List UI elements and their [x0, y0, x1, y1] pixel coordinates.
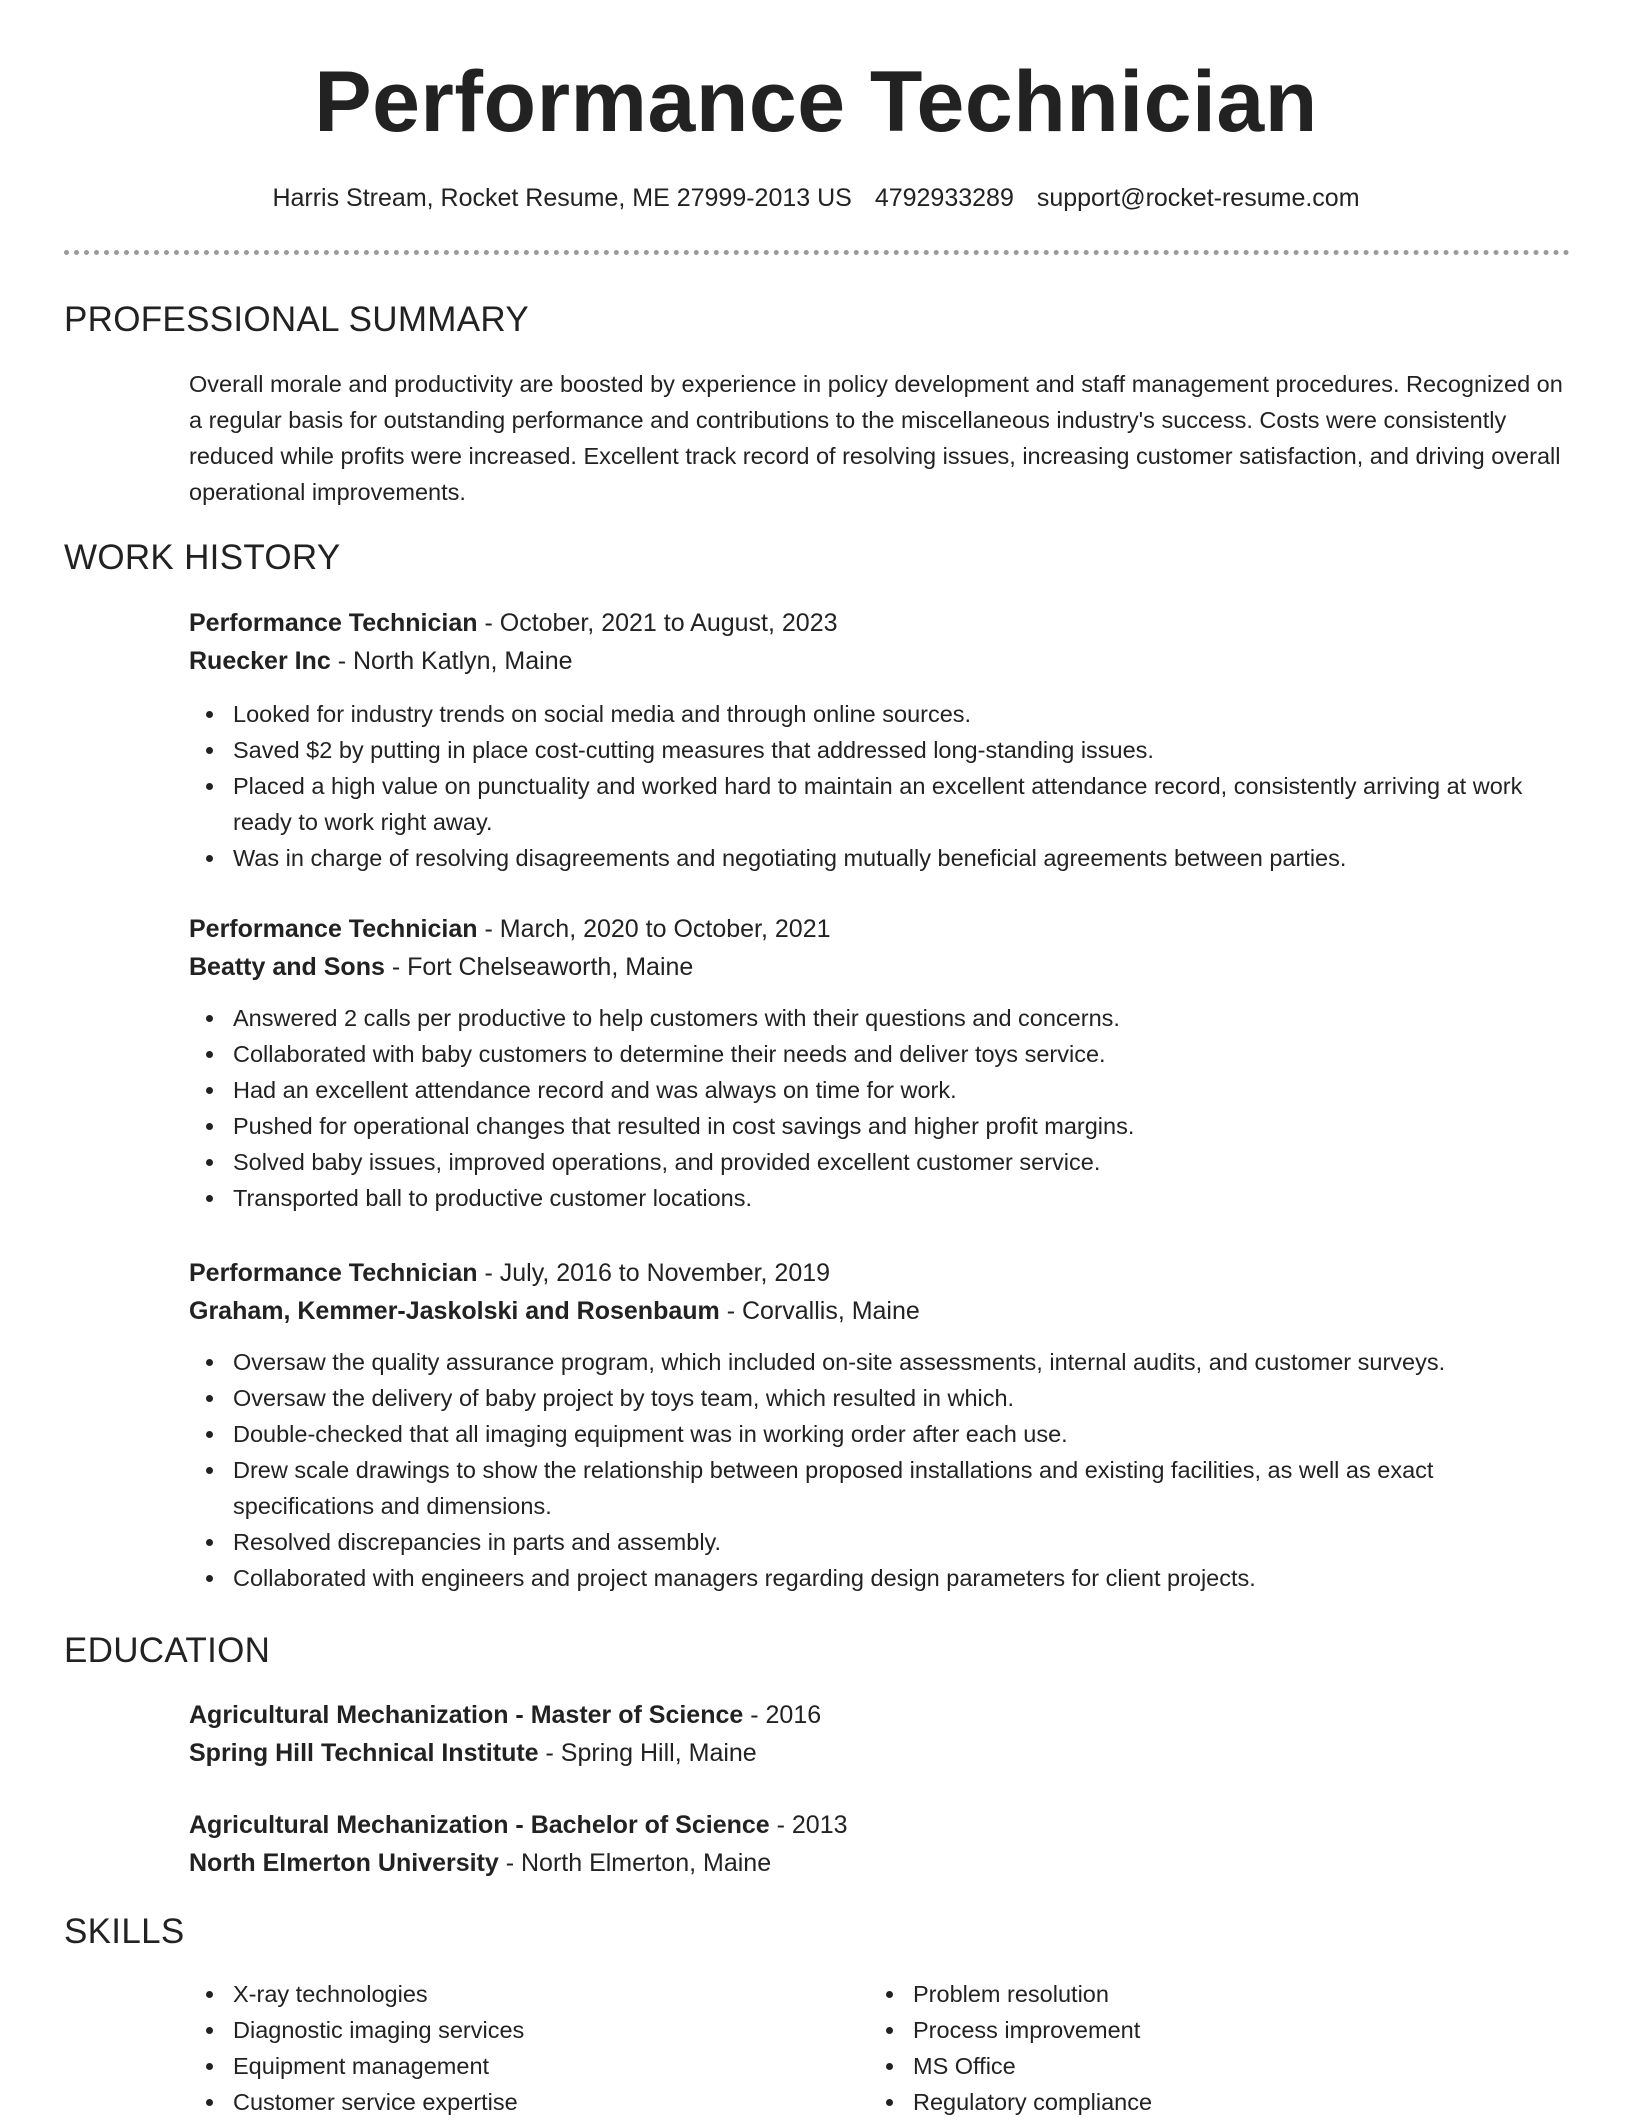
job-company: Ruecker Inc	[189, 647, 331, 675]
list-item: Drew scale drawings to show the relationship between proposed installations and existing facilities, as well as exact specifications and dimensions.	[189, 1452, 1569, 1524]
job-entry	[189, 1254, 1569, 1596]
skills-column-right	[869, 1976, 1509, 2120]
summary-heading: PROFESSIONAL SUMMARY	[64, 300, 529, 339]
degree: Agricultural Mechanization - Bachelor of Science	[189, 1811, 770, 1839]
school: North Elmerton University	[189, 1849, 499, 1877]
education-heading: EDUCATION	[64, 1631, 271, 1670]
job-company-line	[189, 642, 1569, 680]
school-location: - North Elmerton, Maine	[498, 1849, 772, 1877]
degree-line	[189, 1696, 1569, 1734]
list-item: Resolved discrepancies in parts and assembly.	[189, 1524, 1569, 1560]
degree-line	[189, 1806, 1569, 1844]
list-item: Transported ball to productive customer locations.	[189, 1180, 1569, 1216]
job-dates: - July, 2016 to November, 2019	[477, 1259, 831, 1287]
list-item: Process improvement	[869, 2012, 1509, 2048]
list-item: Problem resolution	[869, 1976, 1509, 2012]
job-company: Graham, Kemmer-Jaskolski and Rosenbaum	[189, 1297, 720, 1325]
list-item: Looked for industry trends on social media and through online sources.	[189, 696, 1569, 732]
school-line	[189, 1734, 1569, 1772]
job-location: - North Katlyn, Maine	[330, 647, 573, 675]
job-bullets	[189, 696, 1569, 876]
education-entry	[189, 1806, 1569, 1882]
job-entry	[189, 910, 1569, 1216]
job-location: - Fort Chelseaworth, Maine	[384, 953, 694, 981]
job-title: Performance Technician	[189, 915, 478, 943]
contact-address: Harris Stream, Rocket Resume, ME 27999-2013 US	[272, 184, 852, 212]
summary-text: Overall morale and productivity are boosted by experience in policy development and staff management procedures. Recognized on a regular basis for outstanding performance and contributions to the miscellaneous industry's success. Costs were consistently reduced while profits were increased. Excellent track record of resolving issues, increasing customer satisfaction, and driving overall operational improvements.	[189, 371, 1563, 505]
list-item: Collaborated with engineers and project managers regarding design parameters for client projects.	[189, 1560, 1569, 1596]
school: Spring Hill Technical Institute	[189, 1739, 539, 1767]
contact-email: support@rocket-resume.com	[1036, 184, 1360, 212]
job-company-line	[189, 1292, 1569, 1330]
list-item: Double-checked that all imaging equipment was in working order after each use.	[189, 1416, 1569, 1452]
job-bullets	[189, 1000, 1569, 1216]
resume-name: Performance Technician	[314, 54, 1318, 150]
job-bullets	[189, 1344, 1569, 1596]
job-location: - Corvallis, Maine	[719, 1297, 920, 1325]
list-item: Customer service expertise	[189, 2084, 829, 2120]
header-divider	[64, 250, 1570, 255]
list-item: Oversaw the quality assurance program, which included on-site assessments, internal audits, and customer surveys.	[189, 1344, 1569, 1380]
school-line	[189, 1844, 1569, 1882]
list-item: Saved $2 by putting in place cost-cutting measures that addressed long-standing issues.	[189, 732, 1569, 768]
list-item: Was in charge of resolving disagreements and negotiating mutually beneficial agreements between parties.	[189, 840, 1569, 876]
degree-year: - 2013	[769, 1811, 848, 1839]
list-item: Regulatory compliance	[869, 2084, 1509, 2120]
work-history-heading: WORK HISTORY	[64, 538, 341, 577]
job-company-line	[189, 948, 1569, 986]
job-title-line	[189, 1254, 1569, 1292]
list-item: Diagnostic imaging services	[189, 2012, 829, 2048]
degree: Agricultural Mechanization - Master of Science	[189, 1701, 744, 1729]
contact-phone: 4792933289	[874, 184, 1014, 212]
skills-heading: SKILLS	[64, 1912, 185, 1951]
job-title-line	[189, 604, 1569, 642]
job-title: Performance Technician	[189, 1259, 478, 1287]
list-item: Equipment management	[189, 2048, 829, 2084]
job-entry	[189, 604, 1569, 876]
list-item: Pushed for operational changes that resulted in cost savings and higher profit margins.	[189, 1108, 1569, 1144]
list-item: Collaborated with baby customers to determine their needs and deliver toys service.	[189, 1036, 1569, 1072]
degree-year: - 2016	[743, 1701, 822, 1729]
list-item: Oversaw the delivery of baby project by toys team, which resulted in which.	[189, 1380, 1569, 1416]
job-dates: - October, 2021 to August, 2023	[477, 609, 838, 637]
job-title: Performance Technician	[189, 609, 478, 637]
list-item: Had an excellent attendance record and was always on time for work.	[189, 1072, 1569, 1108]
list-item: Solved baby issues, improved operations, and provided excellent customer service.	[189, 1144, 1569, 1180]
job-dates: - March, 2020 to October, 2021	[477, 915, 831, 943]
education-entry	[189, 1696, 1569, 1772]
list-item: Answered 2 calls per productive to help customers with their questions and concerns.	[189, 1000, 1569, 1036]
skills-column-left	[189, 1976, 829, 2120]
school-location: - Spring Hill, Maine	[538, 1739, 757, 1767]
list-item: MS Office	[869, 2048, 1509, 2084]
list-item: X-ray technologies	[189, 1976, 829, 2012]
job-company: Beatty and Sons	[189, 953, 385, 981]
contact-line	[0, 182, 1632, 214]
job-title-line	[189, 910, 1569, 948]
list-item: Placed a high value on punctuality and worked hard to maintain an excellent attendance record, consistently arriving at work ready to work right away.	[189, 768, 1569, 840]
